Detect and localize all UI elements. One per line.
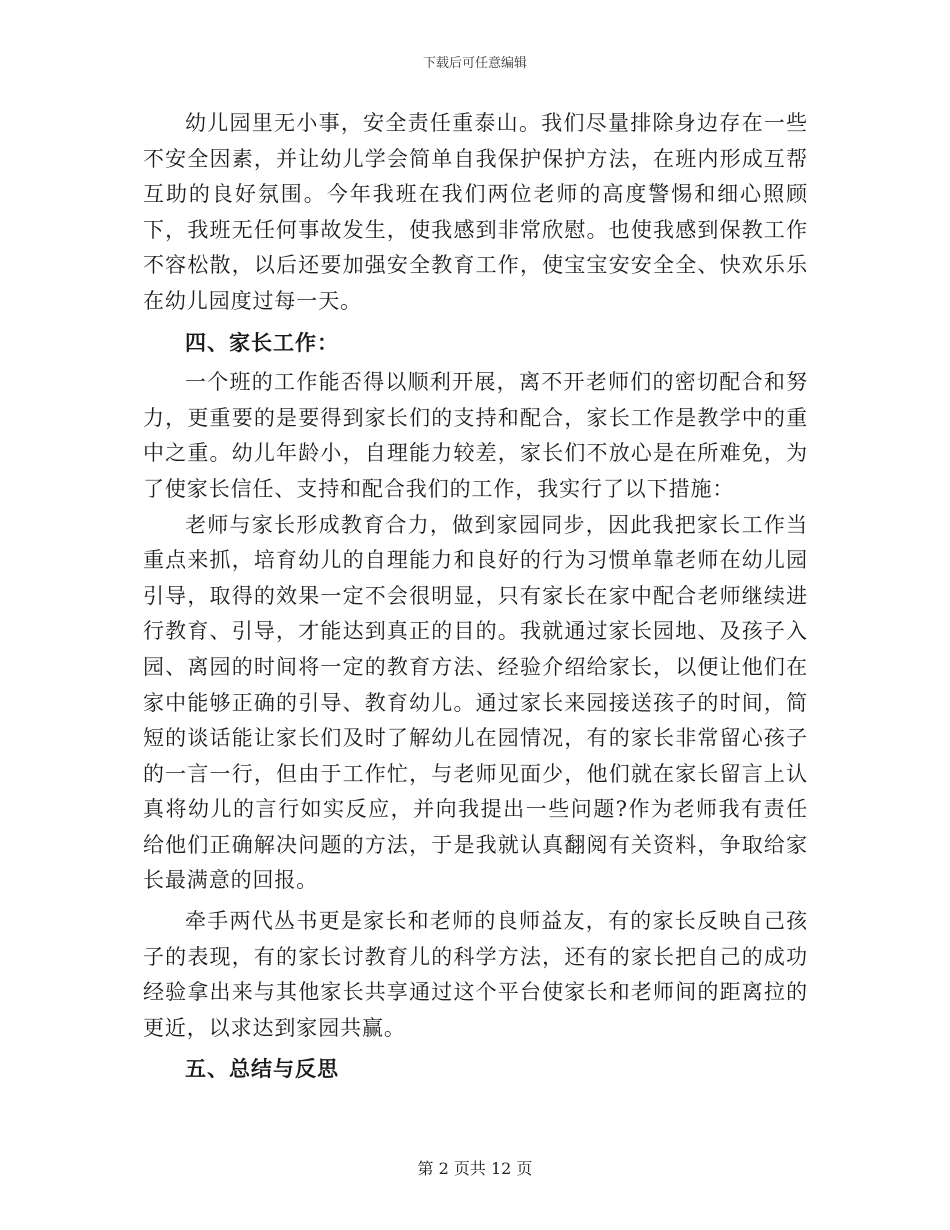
- page-header: 下载后可任意编辑: [422, 56, 527, 71]
- heading-summary: 五、总结与反思: [185, 1056, 339, 1082]
- document-body: [143, 106, 808, 1087]
- paragraph-parent-measures: 老师与家长形成教育合力，做到家园同步，因此我把家长工作当重点来抓，培育幼儿的自理能力和良好的行为习惯单靠老师在幼儿园引导，取得的效果一定不会很明显，只有家长在家中配合老师继续进行教育、引导，才能达到真正的目的。我就通过家长园地、及孩子入园、离园的时间将一定的教育方法、经验介绍给家长，以便让他们在家中能够正确的引导、教育幼儿。通过家长来园接送孩子的时间，简短的谈话能让家长们及时了解幼儿在园情况，有的家长非常留心孩子的一言一行，但由于工作忙，与老师见面少，他们就在家长留言上认真将幼儿的言行如实反应，并向我提出一些问题?作为老师我有责任给他们正确解决问题的方法，于是我就认真翻阅有关资料，争取给家长最满意的回报。: [143, 512, 808, 893]
- paragraph-parent-books: 牵手两代丛书更是家长和老师的良师益友，有的家长反映自己孩子的表现，有的家长讨教育儿的科学方法，还有的家长把自己的成功经验拿出来与其他家长共享通过这个平台使家长和老师间的距离拉的更近，以求达到家园共赢。: [143, 909, 808, 1040]
- paragraph-parent-intro: 一个班的工作能否得以顺利开展，离不开老师们的密切配合和努力，更重要的是要得到家长们的支持和配合，家长工作是教学中的重中之重。幼儿年龄小，自理能力较差，家长们不放心是在所难免，为了使家长信任、支持和配合我们的工作，我实行了以下措施：: [143, 370, 808, 501]
- page-footer: 第 2 页共 12 页: [417, 1159, 533, 1178]
- paragraph-safety: 幼儿园里无小事，安全责任重泰山。我们尽量排除身边存在一些不安全因素，并让幼儿学会简单自我保护保护方法，在班内形成互帮互助的良好氛围。今年我班在我们两位老师的高度警惕和细心照顾下，我班无任何事故发生，使我感到非常欣慰。也使我感到保教工作不容松散，以后还要加强安全教育工作，使宝宝安安全全、快欢乐乐在幼儿园度过每一天。: [143, 111, 808, 313]
- heading-parent-work: 四、家长工作：: [185, 329, 339, 355]
